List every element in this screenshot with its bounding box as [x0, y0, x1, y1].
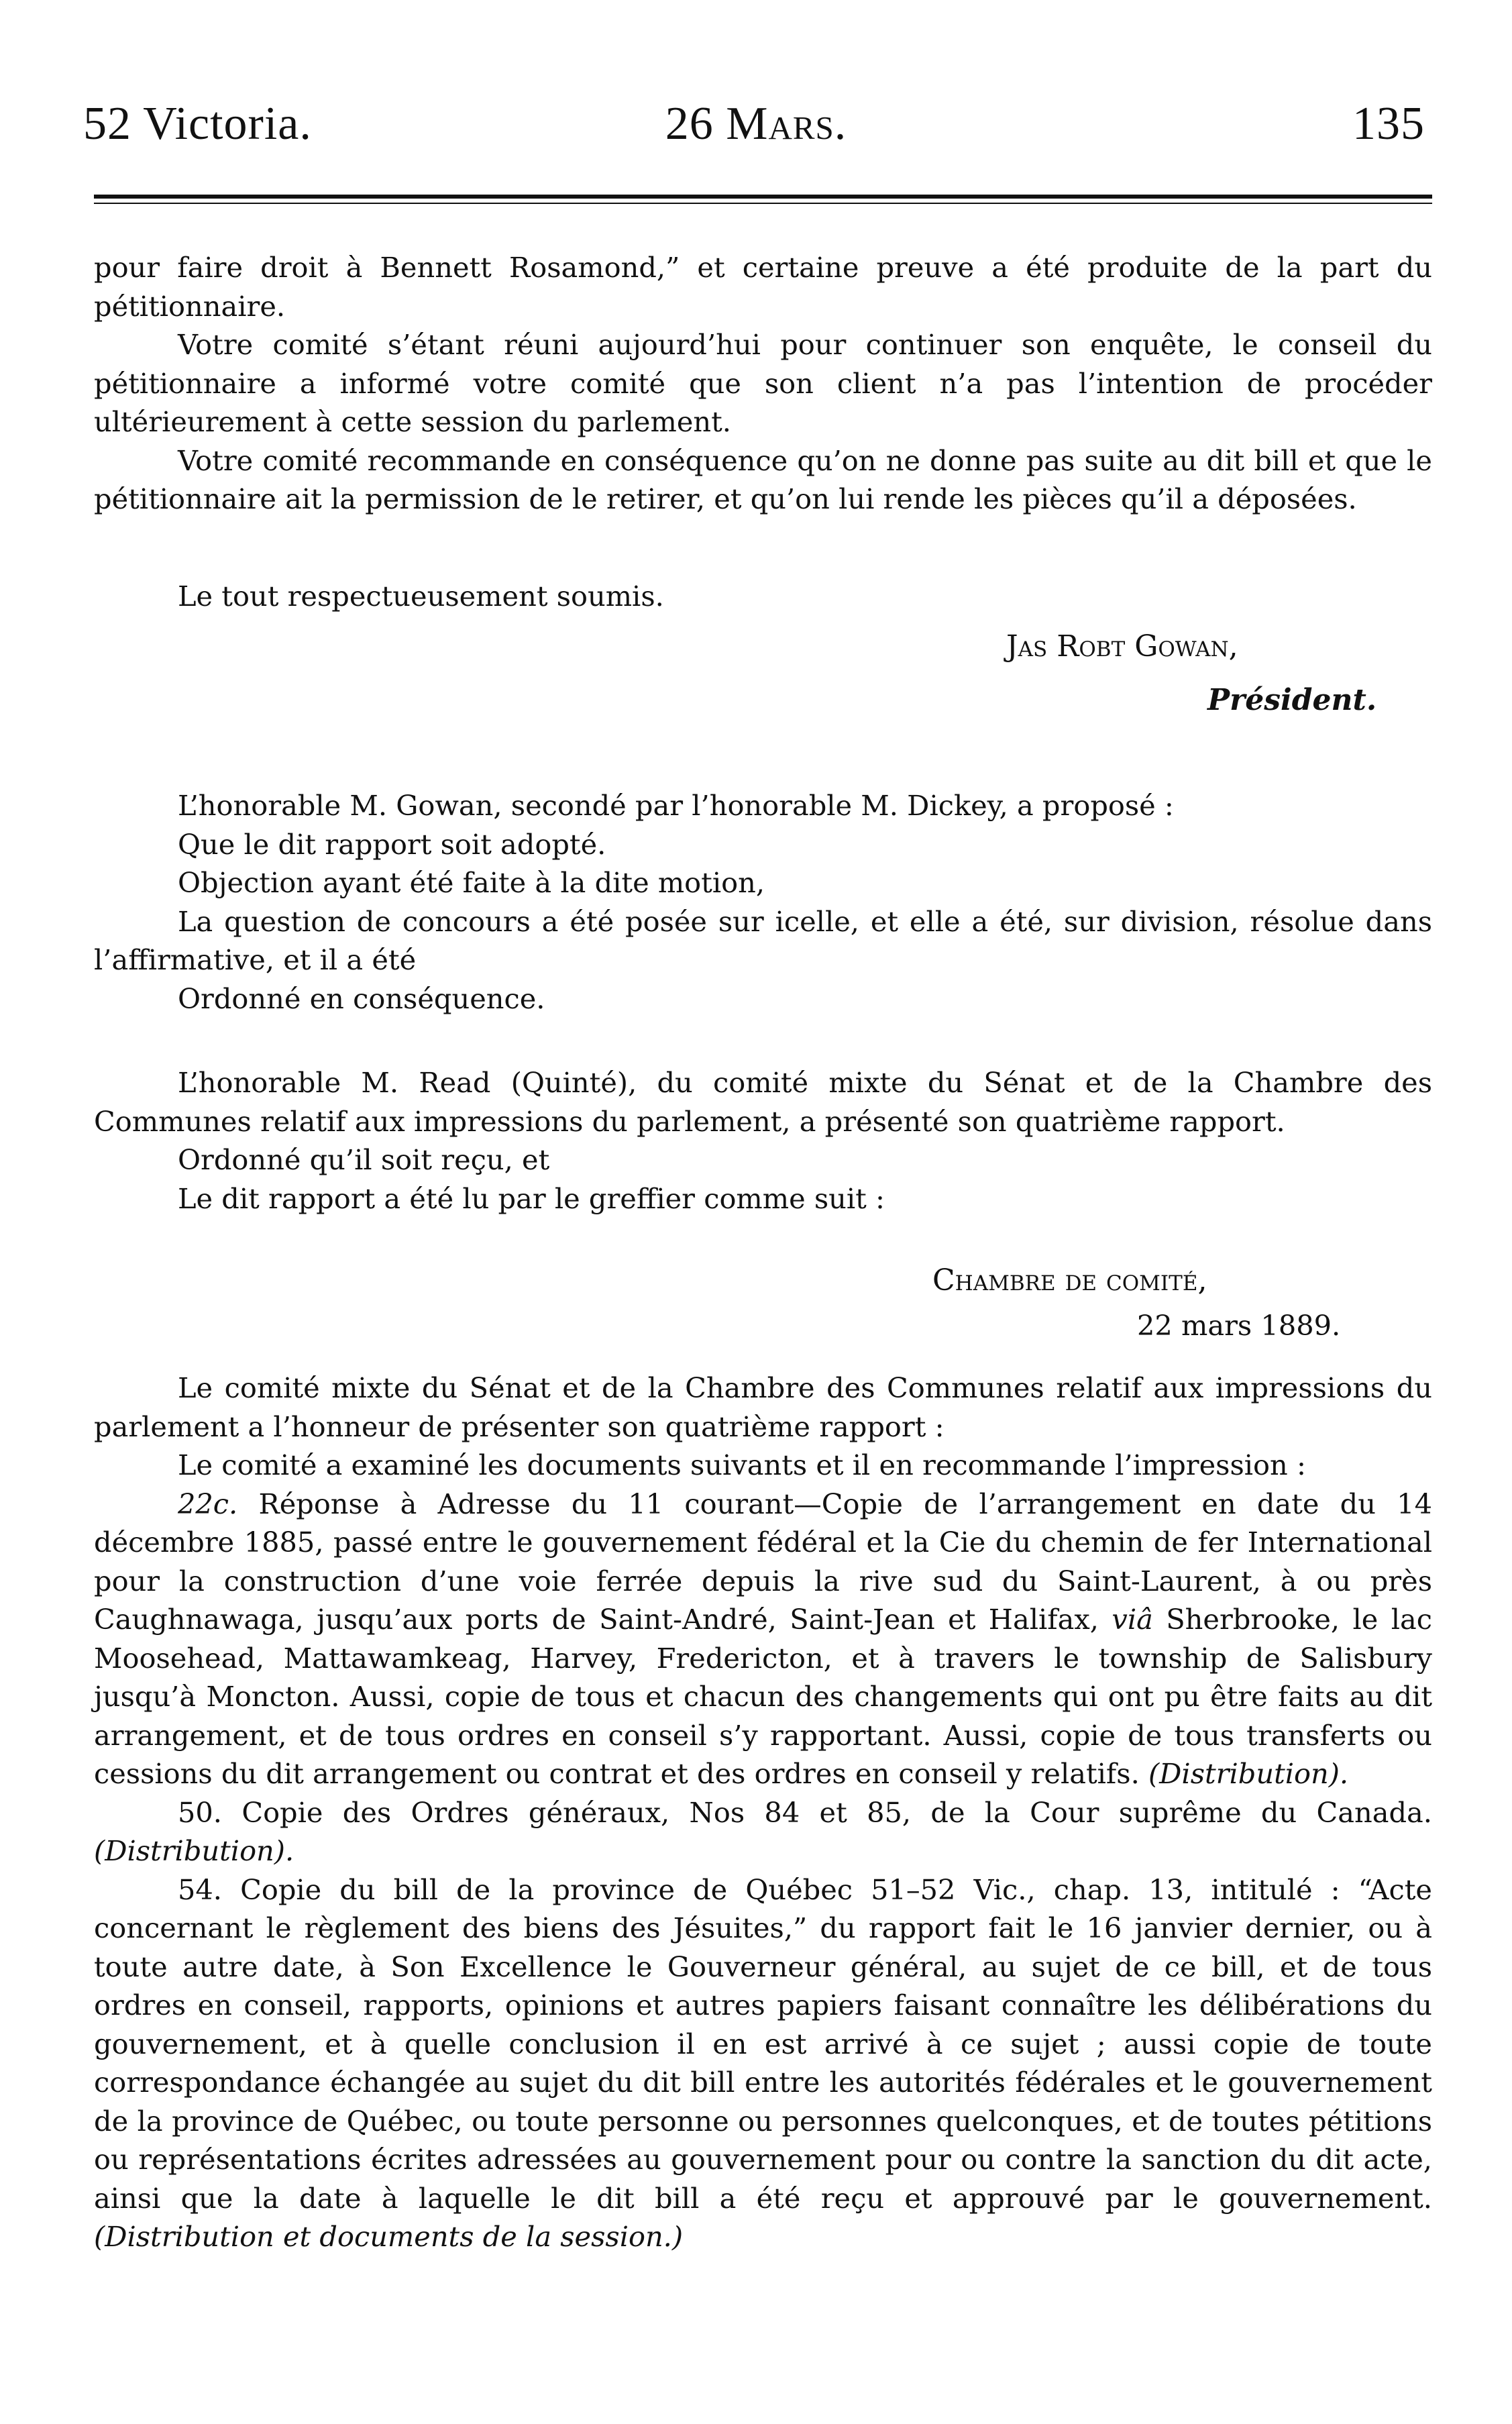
- report-paragraph: Votre comité recommande en conséquence qu’on ne donne pas suite au dit bill et que le pétitionnaire ait la permission de le retirer, et qu’on lui rende les pièces qu’il a déposées.: [94, 443, 1432, 515]
- header-page-number: 135: [1352, 98, 1425, 150]
- item-text: Copie du bill de la province de Québec 51–52 Vic., chap. 13, intitulé : “Acte concernant le règlement des biens des Jésuites,” du rapport fait le 16 janvier dernier, ou à toute autre date, à Son Excellence le Gouverneur général, au sujet de ce bill, et de tous ordres en conseil, rapports, opinions et autres papiers faisant connaître les délibérations du gouvernement, et à quelle conclusion il en est arrivé à ce sujet ; aussi copie de toute correspondance échangée au sujet du dit bill entre les autorités fédérales et le gouvernement de la province de Québec, ou toute personne ou personnes quelconques, et de toutes pétitions ou représentations écrites adressées au gouvernement pour ou contre la sanction du dit acte, ainsi que la date à laquelle le dit bill a été reçu et approuvé par le gouvernement.: [94, 1873, 1432, 2215]
- report-place: Chambre de comité,: [932, 1263, 1207, 1298]
- item-number: 54.: [178, 1873, 222, 1906]
- closing-line: Le tout respectueusement soumis.: [178, 580, 664, 613]
- document-item-22c: [94, 1485, 1432, 1793]
- report-paragraph: Votre comité s’étant réuni aujourd’hui pour continuer son enquête, le conseil du pétitionnaire a informé votre comité que son client n’a pas l’intention de procéder ultérieurement à cette session du parlement.: [94, 328, 1432, 438]
- report-date: 22 mars 1889.: [1137, 1309, 1341, 1342]
- report-continuation: [94, 248, 1432, 519]
- item-text: Réponse à Adresse du 11 courant—Copie de l’arrangement en date du 14 décembre 1885, passé entre le gouvernement fédéral et la Cie du chemin de fer International pour la construction d’une voie ferrée depuis la rive sud du Saint-Laurent, à ou près Caughnawaga, jusqu’aux ports de Saint-André, Saint-Jean et Halifax,: [94, 1487, 1432, 1636]
- header-rule-thin: [94, 203, 1432, 204]
- signature-title: Président.: [1207, 683, 1377, 717]
- item-number: 22c.: [178, 1487, 238, 1520]
- motion-block: [94, 786, 1432, 1018]
- motion-line: Que le dit rapport soit adopté.: [178, 827, 606, 861]
- report-paragraph: Ordonné qu’il soit reçu, et: [178, 1143, 550, 1176]
- document-item-54: [94, 1870, 1432, 2256]
- report-paragraph: Le comité mixte du Sénat et de la Chambre des Communes relatif aux impressions du parlement a l’honneur de présenter son quatrième rapport :: [94, 1371, 1432, 1443]
- signature-name: Jas Robt Gowan,: [1006, 629, 1238, 664]
- motion-line: La question de concours a été posée sur icelle, et elle a été, sur division, résolue dans l’affirmative, et il a été: [94, 904, 1432, 976]
- report-paragraph: Le comité a examiné les documents suivants et il en recommande l’impression :: [178, 1448, 1306, 1481]
- item-distribution: (Distribution).: [94, 1834, 294, 1867]
- item-text-continued: Sherbrooke, le lac Moosehead, Mattawamkeag, Harvey, Fredericton, et à travers le township de Salisbury jusqu’à Moncton. Aussi, copie de tous et chacun des changements qui ont pu être faits au dit arrangement, et de tous ordres en conseil s’y rapportant. Aussi, copie de tous transferts ou cessions du dit arrangement ou contrat et des ordres en conseil y relatifs.: [94, 1603, 1432, 1790]
- item-distribution: (Distribution et documents de la session.): [94, 2220, 684, 2253]
- item-text: Copie des Ordres généraux, Nos 84 et 85, de la Cour suprême du Canada.: [241, 1795, 1432, 1829]
- item-number: 50.: [178, 1795, 222, 1829]
- header-session: 52 Victoria.: [83, 98, 312, 150]
- header-date: 26 Mars.: [665, 98, 847, 150]
- second-report-intro: [94, 1063, 1432, 1218]
- report-paragraph: L’honorable M. Read (Quinté), du comité mixte du Sénat et de la Chambre des Communes relatif aux impressions du parlement, a présenté son quatrième rapport.: [94, 1066, 1432, 1138]
- header-rule-thick: [94, 195, 1432, 199]
- report-closing: [94, 577, 1432, 616]
- motion-line: Objection ayant été faite à la dite motion,: [178, 866, 765, 899]
- item-via: viâ: [1112, 1603, 1153, 1636]
- report-paragraph: pour faire droit à Bennett Rosamond,” et certaine preuve a été produite de la part du pétitionnaire.: [94, 251, 1432, 323]
- second-report-body: [94, 1369, 1432, 2256]
- motion-line: Ordonné en conséquence.: [178, 982, 545, 1015]
- motion-line: L’honorable M. Gowan, secondé par l’honorable M. Dickey, a proposé :: [178, 789, 1174, 822]
- report-paragraph: Le dit rapport a été lu par le greffier comme suit :: [178, 1181, 885, 1215]
- document-item-50: [94, 1793, 1432, 1870]
- item-distribution: (Distribution).: [1148, 1757, 1349, 1790]
